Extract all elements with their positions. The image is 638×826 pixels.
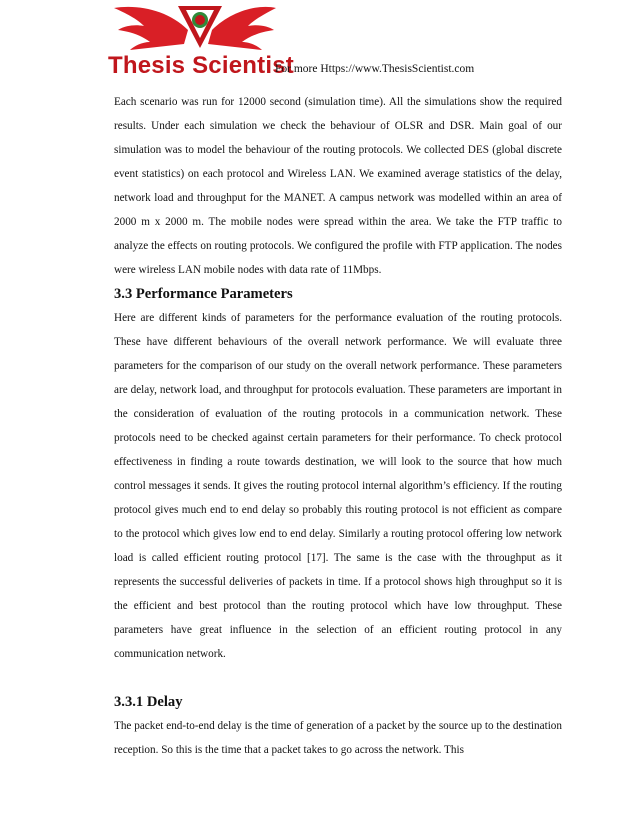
document-body xyxy=(114,90,562,762)
section-heading-performance: 3.3 Performance Parameters xyxy=(114,286,293,302)
intro-paragraph: Each scenario was run for 12000 second (simulation time). All the simulations show the required results. Under each simulation we check the behaviour of OLSR and DSR. Main goal of our simulation was to model the behaviour of the routing protocols. We collected DES (global discrete event statistics) on each protocol and Wireless LAN. We examined average statistics of the delay, network load and throughput for the MANET. A campus network was modelled within an area of 2000 m x 2000 m. The mobile nodes were spread within the area. We take the FTP traffic to analyze the effects on routing protocols. We configured the profile with FTP application. The nodes were wireless LAN mobile nodes with data rate of 11Mbps. xyxy=(114,96,562,276)
header-website-link[interactable]: For more Https://www.ThesisScientist.com xyxy=(275,63,475,75)
brand-name: Thesis Scientist xyxy=(108,52,294,79)
performance-paragraph: Here are different kinds of parameters for the performance evaluation of the routing protocols. These have different behaviours of the overall network performance. We will evaluate three parameters for the comparison of our study on the overall network performance. These parameters are delay, network load, and throughput for protocols evaluation. These parameters are important in the consideration of evaluation of the routing protocols in a communication network. These protocols need to be checked against certain parameters for their performance. To check protocol effectiveness in finding a route towards destination, we will look to the source that how much control messages it sends. It gives the routing protocol internal algorithm’s efficiency. If the routing protocol gives much end to end delay so probably this routing protocol is not efficient as compare to the protocol which gives low end to end delay. Similarly a routing protocol offering low network load is called efficient routing protocol [17]. The same is the case with the throughput as it represents the successful deliveries of packets in time. If a protocol shows high throughput so it is the efficient and best protocol than the routing protocol which have low throughput. These parameters have great influence in the selection of an efficient routing protocol in any communication network. xyxy=(114,312,562,660)
section-heading-delay: 3.3.1 Delay xyxy=(114,694,183,710)
delay-paragraph: The packet end-to-end delay is the time of generation of a packet by the source up to the destination reception. So this is the time that a packet takes to go across the network. This xyxy=(114,720,562,756)
